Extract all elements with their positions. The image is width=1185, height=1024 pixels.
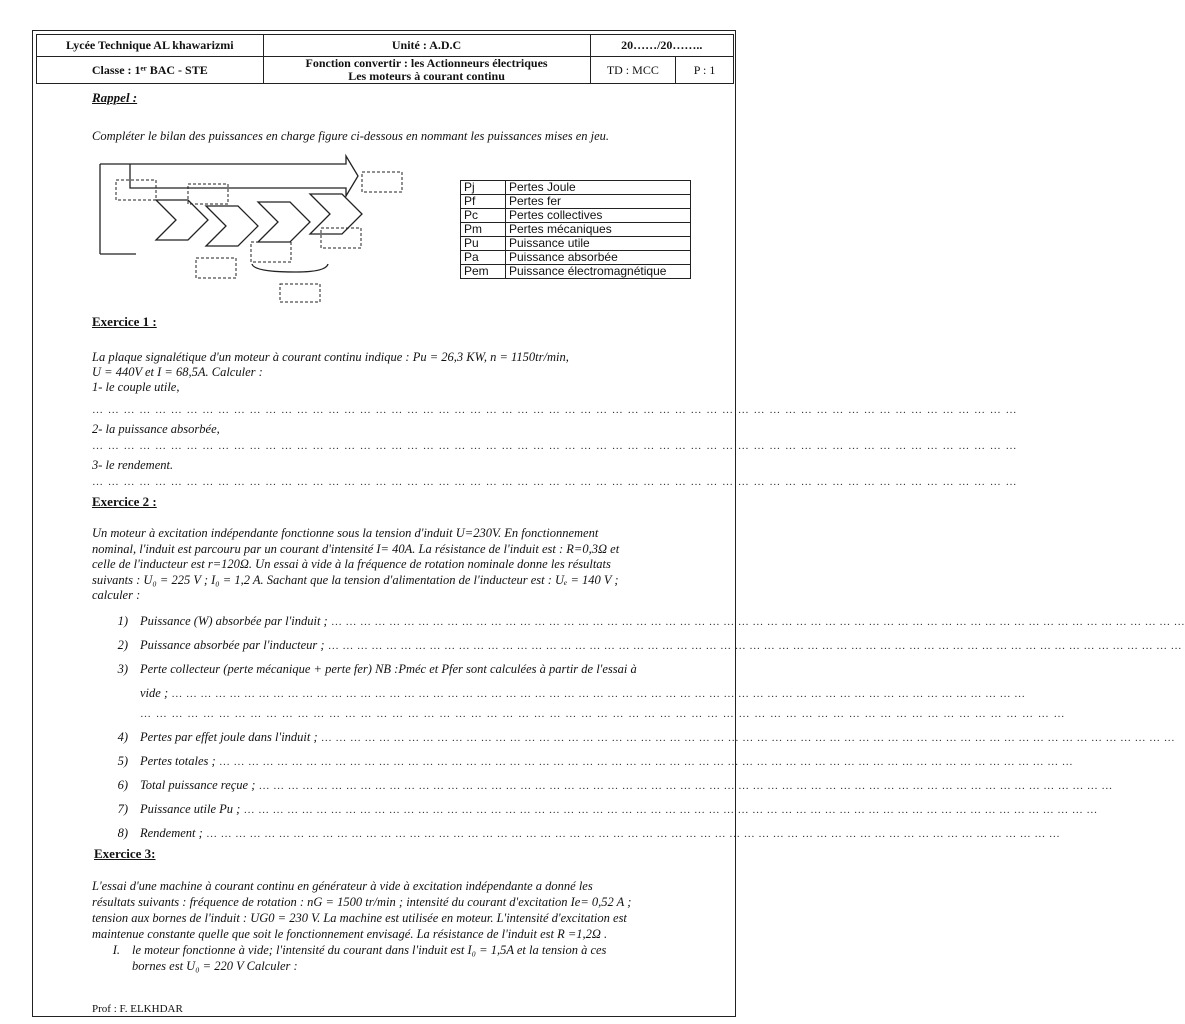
legend-row [461, 237, 691, 251]
unit-title: Unité : A.D.C [263, 35, 590, 57]
question-number: 7) [117, 802, 128, 816]
question-text: Perte collecteur (perte mécanique + perte fer) NB :Pméc et Pfer sont calculées à partir de l'essai à [140, 662, 637, 676]
answer-dots: … … … … … … … … … … … … … … … … … … … … … … … … … … … … … … … … … … … … … … … … … … … … … … … … … … … … … … … … … … … [331, 616, 1185, 628]
ex1-q3: 3- le rendement. [92, 458, 174, 472]
ex2-line-2: nominal, l'induit est parcouru par un courant d'intensité I= 40A. La résistance de l'induit est : R=0,3Ω et [92, 541, 620, 556]
legend-name: Pertes Joule [506, 181, 691, 195]
answer-line: … … … … … … … … … … … … … … … … … … … … … … … … … … … … … … … … … … … … … … … … … … … … … … … … … … … … … … … … … … … [140, 708, 1066, 720]
answer-line: … … … … … … … … … … … … … … … … … … … … … … … … … … … … … … … … … … … … … … … … … … … … … … … … … … … … … … … … … … … [92, 476, 1018, 488]
chevron-1 [156, 200, 208, 240]
chevron-2 [206, 206, 258, 246]
legend-name: Pertes collectives [506, 209, 691, 223]
header-table [36, 34, 734, 84]
ex1-line-2: U = 440V et I = 68,5A. Calculer : [92, 365, 263, 379]
ex3-title: Exercice 3: [94, 846, 156, 861]
subject-line-1: Fonction convertir : les Actionneurs électriques [305, 56, 548, 70]
ex3-line-2: résultats suivants : fréquence de rotation : nG = 1500 tr/min ; intensité du courant d'excitation Ie= 0,52 A ; [92, 895, 632, 909]
legend-symbol: Pc [461, 209, 506, 223]
question-text: vide ; [140, 686, 169, 700]
answer-dots: … … … … … … … … … … … … … … … … … … … … … … … … … … … … … … … … … … … … … … … … … … … … … … … … … … … … … … … … … … … [206, 828, 1061, 840]
blank-box-4 [196, 258, 236, 278]
question-number: 5) [117, 754, 128, 768]
power-balance-diagram [96, 160, 426, 310]
footer-author: Prof : F. ELKHDAR [92, 1003, 183, 1015]
ex3-line-4: maintenue constante quelle que soit le fonctionnement envisagé. La résistance de l'induit est R =1,2Ω . [92, 927, 608, 941]
school-name: Lycée Technique AL khawarizmi [37, 35, 264, 57]
class-label: Classe : 1ᵉʳ BAC - STE [37, 57, 264, 84]
legend-symbol: Pm [461, 223, 506, 237]
ex3-line-3: tension aux bornes de l'induit : UG0 = 230 V. La machine est utilisée en moteur. L'intensité d'excitation est [92, 911, 627, 925]
subject-line-2: Les moteurs à courant continu [348, 69, 505, 83]
blank-box-7 [280, 284, 320, 302]
ex3-item-i [92, 942, 722, 958]
rappel-instruction: Compléter le bilan des puissances en charge figure ci-dessous en nommant les puissances mises en jeu. [92, 129, 610, 143]
chevron-3 [258, 202, 310, 242]
ex2-question [100, 778, 1113, 793]
question-text: Pertes par effet joule dans l'induit ; [140, 730, 318, 744]
ex2-question-continuation [140, 686, 1026, 701]
answer-dots: … … … … … … … … … … … … … … … … … … … … … … … … … … … … … … … … … … … … … … … … … … … … … … … … … … … … … … … … … … … [244, 804, 1098, 816]
question-number: 6) [117, 778, 128, 792]
legend-row [461, 251, 691, 265]
question-text: Puissance utile Pu ; [140, 802, 241, 816]
blank-box-3 [362, 172, 402, 192]
ex2-statement [92, 526, 722, 604]
ex2-line-1: Un moteur à excitation indépendante fonctionne sous la tension d'induit U=230V. En fonctionnement [92, 526, 599, 540]
school-year: 20……/20…….. [590, 35, 734, 57]
main-arrow [100, 156, 358, 196]
question-number: 8) [117, 826, 128, 840]
question-text: Puissance absorbée par l'inducteur ; [140, 638, 325, 652]
td-label: TD : MCC [590, 57, 676, 84]
ex2-line-5: calculer : [92, 588, 141, 602]
legend-name: Puissance absorbée [506, 251, 691, 265]
ex2-question [100, 754, 1074, 769]
subject-cell [263, 57, 590, 84]
ex2-line-3: celle de l'inducteur est r=120Ω. Un essai à vide à la fréquence de rotation nominale donne les résultats [92, 557, 611, 571]
blank-box-6 [321, 228, 361, 248]
page-number: P : 1 [676, 57, 734, 84]
ex1-q1: 1- le couple utile, [92, 380, 180, 394]
ex2-line-4: suivants : U₀ = 225 V ; I₀ = 1,2 A. Sachant que la tension d'alimentation de l'inducteur est : Uₑ = 140 V ; [92, 572, 619, 587]
question-text: Puissance (W) absorbée par l'induit ; [140, 614, 328, 628]
answer-line: … … … … … … … … … … … … … … … … … … … … … … … … … … … … … … … … … … … … … … … … … … … … … … … … … … … … … … … … … … … [92, 440, 1018, 452]
ex3-statement [92, 878, 722, 974]
answer-line: … … … … … … … … … … … … … … … … … … … … … … … … … … … … … … … … … … … … … … … … … … … … … … … … … … … … … … … … … … … [92, 404, 1018, 416]
ex2-question [100, 662, 715, 677]
ex1-statement [92, 350, 722, 395]
legend-symbol: Pem [461, 265, 506, 279]
question-text: Pertes totales ; [140, 754, 216, 768]
ex3-line-1: L'essai d'une machine à courant continu en générateur à vide à excitation indépendante a donné les [92, 879, 593, 893]
ex2-question [100, 614, 1185, 629]
ex2-title: Exercice 2 : [92, 494, 157, 509]
ex3-item-number: I. [112, 943, 120, 957]
legend-row [461, 195, 691, 209]
blank-box-1 [116, 180, 156, 200]
blank-box-5 [251, 242, 291, 262]
legend-row [461, 265, 691, 279]
question-number: 2) [117, 638, 128, 652]
answer-dots: … … … … … … … … … … … … … … … … … … … … … … … … … … … … … … … … … … … … … … … … … … … … … … … … … … … … … … … … … … … [219, 756, 1074, 768]
legend-name: Pertes mécaniques [506, 223, 691, 237]
ex3-item-line-2: bornes est U₀ = 220 V Calculer : [132, 959, 298, 973]
ex2-question [100, 826, 1061, 841]
legend-row [461, 181, 691, 195]
question-number: 4) [117, 730, 128, 744]
ex1-q2: 2- la puissance absorbée, [92, 422, 220, 436]
ex1-line-1: La plaque signalétique d'un moteur à courant continu indique : Pu = 26,3 KW, n = 1150tr/min, [92, 350, 569, 364]
legend-row [461, 209, 691, 223]
question-number: 1) [117, 614, 128, 628]
ex2-question [100, 802, 1098, 817]
ex3-item-line-1: le moteur fonctionne à vide; l'intensité du courant dans l'induit est I₀ = 1,5A et la tension à ces [132, 943, 607, 957]
legend-symbol: Pj [461, 181, 506, 195]
ex2-question [100, 730, 1176, 745]
blank-box-2 [188, 184, 228, 204]
answer-dots: … … … … … … … … … … … … … … … … … … … … … … … … … … … … … … … … … … … … … … … … … … … … … … … … … … … … … … … … … … … [328, 640, 1183, 652]
ex2-question [100, 638, 1183, 653]
answer-dots: … … … … … … … … … … … … … … … … … … … … … … … … … … … … … … … … … … … … … … … … … … … … … … … … … … … … … … … … … … … [259, 780, 1113, 792]
ex1-title: Exercice 1 : [92, 314, 157, 329]
question-number: 3) [117, 662, 128, 676]
rappel-title: Rappel : [92, 90, 138, 105]
legend-name: Puissance électromagnétique [506, 265, 691, 279]
legend-name: Pertes fer [506, 195, 691, 209]
brace [252, 264, 328, 272]
answer-dots: … … … … … … … … … … … … … … … … … … … … … … … … … … … … … … … … … … … … … … … … … … … … … … … … … … … … … … … … … … … [172, 688, 1026, 700]
question-text: Rendement ; [140, 826, 203, 840]
legend-row [461, 223, 691, 237]
legend-symbol: Pf [461, 195, 506, 209]
legend-table [460, 180, 691, 279]
legend-name: Puissance utile [506, 237, 691, 251]
answer-dots: … … … … … … … … … … … … … … … … … … … … … … … … … … … … … … … … … … … … … … … … … … … … … … … … … … … … … … … … … … … [321, 732, 1176, 744]
question-text: Total puissance reçue ; [140, 778, 256, 792]
legend-symbol: Pu [461, 237, 506, 251]
legend-symbol: Pa [461, 251, 506, 265]
